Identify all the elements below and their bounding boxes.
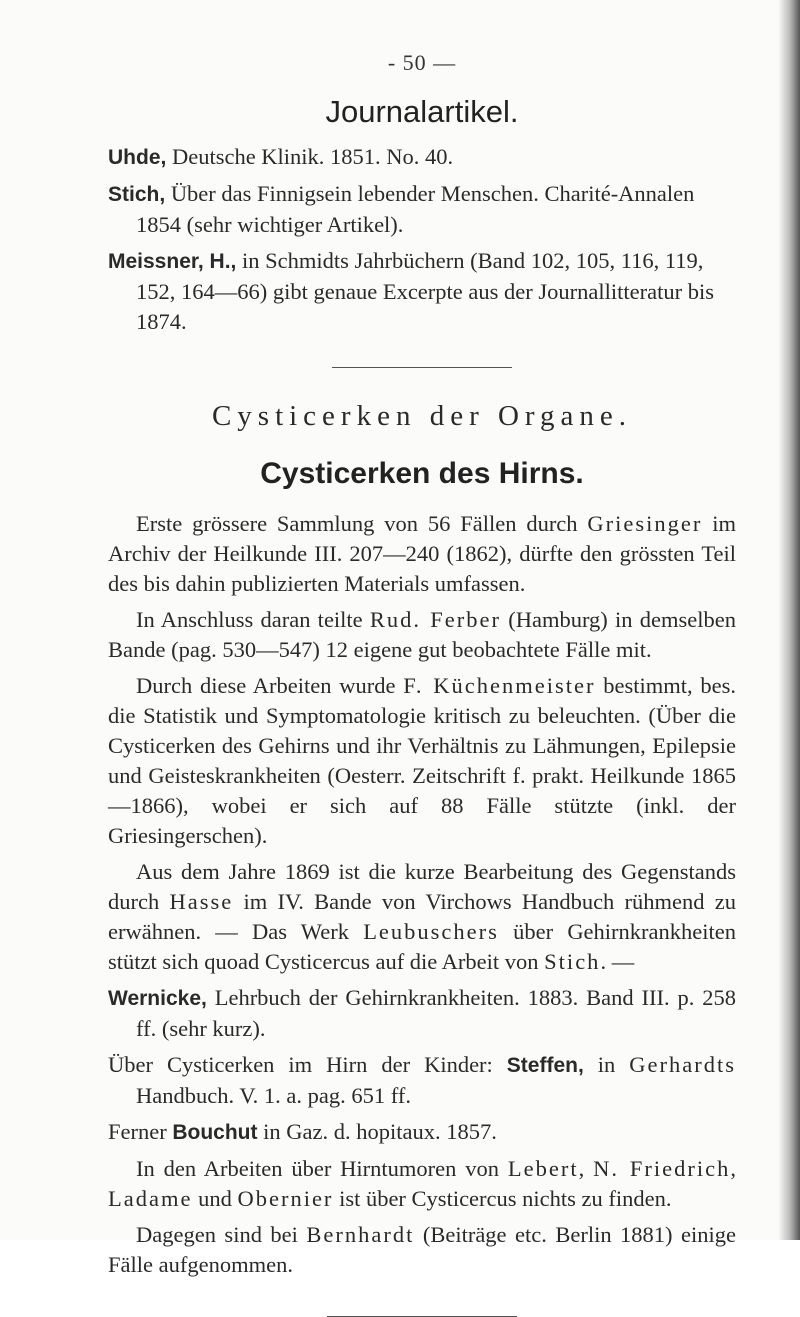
entry-author: Steffen, [506, 1054, 584, 1077]
journal-entry [108, 179, 736, 240]
entry-author: Bouchut [172, 1121, 258, 1144]
main-heading: Cysticerken der Organe. [211, 400, 633, 432]
text-run: in Gaz. d. hopitaux. 1857. [257, 1119, 497, 1144]
text-run: (Beiträge etc. Berlin 1881) einige Fälle aufgenommen. [108, 1222, 736, 1277]
paragraph [108, 1154, 736, 1214]
text-run: Lehrbuch der Gehirnkrankheiten. 1883. Band III. p. 258 ff. (sehr kurz). [136, 985, 736, 1041]
spaced-name: F. Küchenmeister [403, 673, 596, 698]
page-edge-shadow [778, 0, 800, 1240]
page-content [108, 50, 736, 1317]
text-run: Über Cysticerken im Hirn der Kinder: [108, 1052, 507, 1077]
sub-heading: Cysticerken des Hirns. [260, 457, 584, 490]
spaced-name: Lebert [507, 1156, 579, 1181]
paragraph [108, 857, 736, 977]
entry-author: Meissner, H., [108, 250, 237, 273]
entry-text: Über das Finnigsein lebender Menschen. Charité-Annalen 1854 (sehr wichtiger Artikel). [136, 181, 695, 237]
journal-entry [108, 142, 736, 173]
entry-author: Wernicke, [108, 987, 207, 1010]
text-run: im Archiv der Heilkunde III. 207—240 (1862), dürfte den grössten Teil des bis dahin publizierten Materials umfassen. [108, 511, 736, 596]
text-run: bestimmt, bes. die Statistik und Symptomatologie kritisch zu beleuchten. (Über die Cysticerken des Gehirns und ihr Verhältnis zu Lähmungen, Epilepsie und Geisteskrankheiten (Oesterr. Zeitschrift f. prakt. Heilkunde 1865—1866), wobei er sich auf 88 Fälle stützte (inkl. der Griesingerschen). [108, 673, 736, 848]
entry-author: Uhde, [108, 146, 167, 169]
entry-text: Deutsche Klinik. 1851. No. 40. [166, 144, 454, 169]
paragraph [108, 671, 736, 851]
text-run: , [730, 1156, 736, 1181]
text-run: Handbuch. V. 1. a. pag. 651 ff. [136, 1083, 411, 1108]
spaced-name: Bernhardt [306, 1222, 415, 1247]
text-run: und [192, 1186, 238, 1211]
text-run: In Anschluss daran teilte [136, 607, 370, 632]
text-run: Aus dem Jahre 1869 ist die kurze Bearbeitung des Gegenstands durch [108, 859, 736, 914]
text-run: in [583, 1052, 630, 1077]
page-number: - 50 — [387, 50, 457, 75]
paragraph [108, 1220, 736, 1280]
section-divider [332, 367, 512, 368]
text-run: . — [600, 949, 635, 974]
paragraph [108, 983, 736, 1044]
spaced-name: N. Friedrich [593, 1156, 731, 1181]
spaced-name: Griesinger [587, 511, 703, 536]
text-run: (Hamburg) in demselben Bande (pag. 530—547) 12 eigene gut beobachtete Fälle mit. [108, 607, 736, 662]
spaced-name: Obernier [237, 1186, 334, 1211]
spaced-name: Stich [544, 949, 601, 974]
text-run: In den Arbeiten über Hirntumoren von [136, 1156, 508, 1181]
text-run: ist über Cysticercus nichts zu finden. [333, 1186, 672, 1211]
spaced-name: Hasse [169, 889, 234, 914]
text-run: Erste grössere Sammlung von 56 Fällen durch [136, 511, 588, 536]
paragraph [108, 605, 736, 665]
text-run: über Gehirnkrankheiten stützt sich quoad Cysticercus auf die Arbeit von [108, 919, 736, 974]
spaced-name: Rud. Ferber [369, 607, 501, 632]
journal-entry [108, 246, 736, 337]
text-run: im IV. Bande von Virchows Handbuch rühmend zu erwähnen. — Das Werk [108, 889, 736, 944]
paragraph [108, 509, 736, 599]
section-title: Journalartikel. [325, 94, 519, 129]
spaced-name: Ladame [108, 1186, 193, 1211]
entry-text: in Schmidts Jahrbüchern (Band 102, 105, 116, 119, 152, 164—66) gibt genaue Excerpte aus der Journallitteratur bis 1874. [136, 248, 714, 334]
paragraph [108, 1050, 736, 1111]
entry-author: Stich, [108, 183, 166, 206]
spaced-name: Leubuschers [363, 919, 499, 944]
text-run: Dagegen sind bei [136, 1222, 307, 1247]
paragraph [108, 1117, 736, 1148]
text-run: Ferner [108, 1119, 173, 1144]
spaced-name: Gerhardts [629, 1052, 736, 1077]
text-run: Durch diese Arbeiten wurde [136, 673, 404, 698]
text-run: , [578, 1156, 594, 1181]
